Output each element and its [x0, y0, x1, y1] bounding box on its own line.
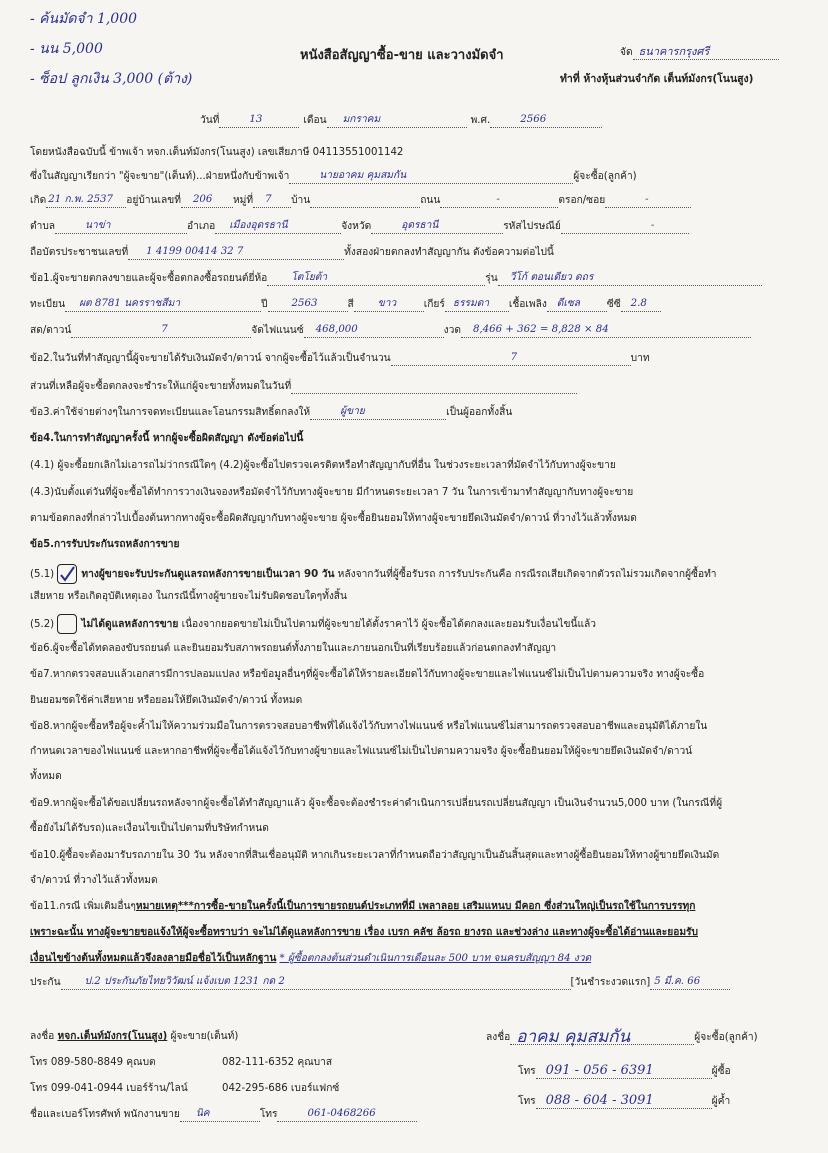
margin-note-1: - ค้นมัดจำ 1,000	[30, 11, 138, 27]
amphoe-label: อำเภอ	[187, 221, 216, 232]
tambon-value: นาข่า	[85, 220, 111, 231]
issued-at-label: จัด	[620, 47, 633, 58]
down-value: 7	[161, 324, 168, 335]
guarantor-phone: 088 - 604 - 3091	[545, 1093, 654, 1108]
contract-location: ทำที่ ห้างหุ้นส่วนจำกัด เต็นท์มังกร(โนนสูง)	[560, 73, 754, 85]
gear-value: ธรรมดา	[452, 298, 490, 309]
birth-label: เกิด	[30, 195, 47, 206]
soi-value: -	[645, 194, 649, 205]
house-value: 206	[192, 194, 213, 205]
checkmark-icon	[58, 565, 76, 583]
plate-value: ผต 8781 นครราชสีมา	[79, 298, 181, 309]
seller-phone-2b: 042-295-686 เบอร์แฟกซ์	[222, 1083, 340, 1094]
clause-3-suffix: เป็นผู้ออกทั้งสิ้น	[446, 407, 513, 418]
clause-2-suffix: บาท	[630, 353, 650, 364]
clause-5-1-line-2: เสียหาย หรือเกิดอุบัติเหตุเอง ในกรณีนี้ทางผู้ขายจะไม่รับผิดชอบใดๆทั้งสิ้น	[30, 591, 347, 602]
color-label: สี	[347, 299, 354, 310]
soi-label: ตรอก/ซอย	[558, 195, 606, 206]
gear-label: เกียร์	[423, 299, 445, 310]
moo-value: 7	[265, 194, 272, 205]
idcard-value: 1 4199 00414 32 7	[146, 246, 244, 257]
first-payment-value: 5 มี.ค. 66	[654, 976, 701, 987]
clause-3-prefix: ข้อ3.ค่าใช้จ่ายต่างๆในการจดทะเบียนและโอนกรรมสิทธิ์ตกลงให้	[30, 407, 311, 418]
clause-8c: ทั้งหมด	[30, 771, 62, 782]
village-label: บ้าน	[291, 195, 311, 206]
clause-11-line-1: หมายเหตุ***การซื้อ-ขายในครั้งนี้เป็นการขายรถยนต์ประเภทที่มี เพลาลอย เสริมแหนบ มีคอก ซึ่งส่วนใหญ่เป็นรถใช้ในการบรรทุก	[135, 901, 696, 912]
date-month: มกราคม	[342, 114, 381, 125]
fuel-value: ดีเซล	[556, 298, 581, 309]
margin-note-2: - นน 5,000	[30, 41, 103, 57]
buyer-name: นายอาคม คุมสมกัน	[319, 170, 407, 181]
plate-label: ทะเบียน	[30, 299, 66, 310]
model-value: วีโก้ ตอนเดียว ดถร	[509, 272, 594, 283]
first-payment-label: [วันชำระงวดแรก]	[570, 977, 651, 988]
road-value: -	[496, 194, 500, 205]
margin-note-3: - ซ็อป ลูกเงิน 3,000 (ต้าง)	[30, 71, 193, 87]
clause-10b: จำ/ดาวน์ ที่วางไว้แล้วทั้งหมด	[30, 875, 158, 886]
clause-4-3a: (4.3)นับตั้งแต่วันที่ผู้จะซื้อได้ทำการวางเงินจองหรือมัดจำไว้กับทางผู้จะขาย มีกำหนดระยะเวลา 7 วัน ในการเข้ามาทำสัญญากับทางผู้จะขาย	[30, 487, 634, 498]
document-title: หนังสือสัญญาซื้อ-ขาย และวางมัดจำ	[300, 48, 504, 63]
installment-value: 8,466 + 362 = 8,828 × 84	[472, 324, 609, 335]
buyer-phone-role: ผู้ซื้อ	[711, 1066, 731, 1077]
staff-label: ชื่อและเบอร์โทรศัพท์ พนักงานขาย	[30, 1109, 180, 1120]
clause-2-prefix: ข้อ2.ในวันที่ทำสัญญานี้ผู้จะขายได้รับเงินมัดจำ/ดาวน์ จากผู้จะซื้อไว้แล้วเป็นจำนวน	[30, 353, 391, 364]
clause-11-line-3-bold: เงื่อนไขข้างต้นทั้งหมดแล้วจึงลงลายมือชื่อไว้เป็นหลักฐาน	[30, 953, 277, 964]
clause-8a: ข้อ8.หากผู้จะซื้อหรือผู้จะค้ำไม่ให้ความร่วมมือในการตรวจสอบอาชีพที่ได้แจ้งไว้กับทางไฟแนนซ์ หรือไฟแนนซ์ไม่สามารถตรวจสอบอาชีพและอนุมัติได้ภายใน	[30, 721, 708, 732]
clause-5-2-rest: เนื่องจากยอดขายไม่เป็นไปตามที่ผู้จะขายได้ตั้งราคาไว้ ผู้จะซื้อได้ตกลงและยอมรับเงื่อนไขนี้แล้ว	[181, 619, 597, 630]
finance-label: จัดไฟแนนซ์	[251, 325, 304, 336]
clause-7a: ข้อ7.หากตรวจสอบแล้วเอกสารมีการปลอมแปลง หรือข้อมูลอื่นๆที่ผู้จะซื้อได้ให้รายละเอียดไว้กับทางผู้จะขายและไฟแนนซ์ไม่เป็นไปตามความจริง ทางผู้จะซื้อ	[30, 669, 705, 680]
year-label: พ.ศ.	[470, 115, 491, 126]
house-label: อยู่บ้านเลขที่	[126, 195, 181, 206]
month-label: เดือน	[303, 115, 327, 126]
buyer-signature: อาคม คุมสมกัน	[516, 1027, 631, 1047]
cc-label: ซีซี	[606, 299, 621, 310]
date-label: วันที่	[200, 115, 220, 126]
clause-8b: กำหนดเวลาของไฟแนนซ์ และหากอาชีพที่ผู้จะซื้อได้แจ้งไว้กับทางผู้ขายและไฟแนนซ์ไม่เป็นไปตามความจริง ผู้จะซื้อยินยอมให้ผู้จะขายยึดเงินมัดจำ/ดาวน์	[30, 746, 693, 757]
no-warranty-checkbox[interactable]	[57, 614, 77, 634]
insurance-value: ป.2 ประกันภัยไทยวิวัฒน์ แจ้งเบต 1231 กด 2	[84, 976, 285, 987]
warranty-checkbox-checked[interactable]	[57, 564, 77, 584]
moo-label: หมู่ที่	[232, 195, 254, 206]
road-label: ถนน	[420, 195, 441, 206]
buyer-phone-label: โทร	[518, 1066, 536, 1077]
postcode-value: -	[650, 220, 655, 231]
staff-name: นิค	[195, 1108, 210, 1119]
clause-5-1-prefix: (5.1)	[30, 569, 55, 580]
clause-1-prefix: ข้อ1.ผู้จะขายตกลงขายและผู้จะซื้อตกลงซื้อรถยนต์ยี่ห้อ	[30, 273, 268, 284]
birth-value: 21 ก.พ. 2537	[48, 194, 114, 205]
clause-6: ข้อ6.ผู้จะซื้อได้ทดลองขับรถยนต์ และยินยอมรับสภาพรถยนต์ทั้งภายในและภายนอกเป็นที่เรียบร้อยแล้วก่อนตกลงทำสัญญา	[30, 643, 557, 654]
fuel-label: เชื้อเพลิง	[508, 299, 547, 310]
clause-11-line-2: เพราะฉะนั้น ทางผู้จะขายขอแจ้งให้ผู้จะซื้อทราบว่า จะไม่ได้ดูแลหลังการขาย เรื่อง เบรก คลัช ล้อรถ ยางรถ และช่วงล่าง และทางผู้จะซื้อได้อ่านและยอมรับ	[30, 927, 698, 938]
seller-sign-prefix: ลงชื่อ	[30, 1031, 55, 1042]
clause-11-handwritten-note: * ผู้ซื้อตกลงต้นส่วนดำเนินการเดือนละ 500 บาท จนครบสัญญา 84 งวด	[279, 953, 592, 964]
insurance-label: ประกัน	[30, 977, 61, 988]
clause-4-title: ข้อ4.ในการทำสัญญาครั้งนี้ หากผู้จะซื้อผิดสัญญา ดังข้อต่อไปนี้	[30, 433, 304, 444]
seller-name: หจก.เต็นท์มังกร(โนนสูง)	[57, 1031, 168, 1042]
down-label: สด/ดาวน์	[30, 325, 72, 336]
guarantor-role: ผู้ค้ำ	[711, 1096, 731, 1107]
intro-line-1: โดยหนังสือฉบับนี้ ข้าพเจ้า หจก.เต็นท์มังกร(โนนสูง) เลขเสียภาษี 04113551001142	[30, 147, 404, 158]
date-day: 13	[249, 114, 263, 125]
installment-label: งวด	[443, 325, 461, 336]
color-value: ขาว	[377, 298, 397, 309]
province-label: จังหวัด	[341, 221, 372, 232]
date-year: 2566	[520, 114, 547, 125]
postcode-label: รหัสไปรษณีย์	[503, 221, 561, 232]
clause-10a: ข้อ10.ผู้ซื้อจะต้องมารับรถภายใน 30 วัน หลังจากที่สินเชื่ออนุมัติ หากเกินระยะเวลาที่กำหนดถือว่าสัญญาเป็นอันสิ้นสุดและทางผู้ซื้อยินยอมให้ทางผู้ขายยึดเงินมัด	[30, 850, 720, 861]
clause-5-1-bold: ทางผู้ขายจะรับประกันดูแลรถหลังการขายเป็นเวลา 90 วัน	[81, 569, 335, 580]
staff-phone-label: โทร	[259, 1109, 278, 1120]
year-value: 2563	[291, 298, 318, 309]
intro-line-2: ซึ่งในสัญญาเรียกว่า "ผู้จะขาย"(เต็นท์)...ฝ่ายหนึ่งกับข้าพเจ้า	[30, 171, 290, 182]
cc-value: 2.8	[630, 298, 647, 309]
clause-9b: ซื้อยังไม่ได้รับรถ)และเงื่อนไขเป็นไปตามที่บริษัทกำหนด	[30, 823, 269, 834]
clause-9a: ข้อ9.หากผู้จะซื้อได้ขอเปลี่ยนรถหลังจากผู้จะซื้อได้ทำสัญญาแล้ว ผู้จะซื้อจะต้องชำระค่าดำเนินการเปลี่ยนรถเปลี่ยนสัญญา เป็นเงินจำนวน5,000 บาท (ในกรณีที่ผู้	[30, 798, 723, 809]
guarantor-phone-label: โทร	[518, 1096, 536, 1107]
seller-phone-1: โทร 089-580-8849 คุณบต	[30, 1057, 156, 1068]
clause-5-title: ข้อ5.การรับประกันรถหลังการขาย	[30, 539, 180, 550]
clause-5-2-prefix: (5.2)	[30, 619, 55, 630]
clause-4-1: (4.1) ผู้จะซื้อยกเลิกไม่เอารถไม่ว่ากรณีใดๆ (4.2)ผู้จะซื้อไปตรวจเครดิตหรือทำสัญญากับที่อื่น ในช่วงระยะเวลาที่มัดจำไว้กับทางผู้จะขาย	[30, 460, 616, 471]
buyer-phone: 091 - 056 - 6391	[545, 1063, 654, 1078]
brand-value: โตโยต้า	[291, 272, 328, 283]
seller-role: ผู้จะขาย(เต็นท์)	[170, 1031, 239, 1042]
finance-value: 468,000	[315, 324, 358, 335]
staff-phone: 061-0468266	[307, 1108, 376, 1119]
model-label: รุ่น	[485, 273, 498, 284]
clause-2-value: 7	[510, 352, 518, 363]
buyer-sign-prefix: ลงชื่อ	[486, 1032, 511, 1043]
buyer-role-label: ผู้จะซื้อ(ลูกค้า)	[573, 171, 637, 182]
seller-phone-1b: 082-111-6352 คุณบาส	[222, 1057, 333, 1068]
clause-7b: ยินยอมชดใช้ค่าเสียหาย หรือยอมให้ยึดเงินมัดจำ/ดาวน์ ทั้งหมด	[30, 695, 303, 706]
clause-4-3b: ตามข้อตกลงที่กล่าวไปเบื้องต้นหากทางผู้จะซื้อผิดสัญญากับทางผู้จะขาย ผู้จะซื้อยินยอมให้ทางผู้จะขายยึดเงินมัดจำ/ดาวน์ ที่วางไว้แล้วทั้งหมด	[30, 513, 637, 524]
idcard-suffix: ทั้งสองฝ่ายตกลงทำสัญญากัน ดังข้อความต่อไปนี้	[344, 247, 554, 258]
clause-3-value: ผู้ขาย	[340, 406, 365, 417]
year-label-v: ปี	[261, 299, 268, 310]
clause-5-1-rest: หลังจากวันที่ผู้ซื้อรับรถ การรับประกันคือ กรณีรถเสียเกิดจากตัวรถไม่รวมเกิดจากผู้ซื้อทำ	[337, 569, 717, 580]
tambon-label: ตำบล	[30, 221, 56, 232]
clause-2-line-2: ส่วนที่เหลือผู้จะซื้อตกลงจะชำระให้แก่ผู้จะขายทั้งหมดในวันที่	[30, 381, 292, 392]
clause-5-2-bold: ไม่ได้ดูแลหลังการขาย	[81, 619, 179, 630]
province-value: อุดรธานี	[401, 220, 439, 231]
buyer-sign-role: ผู้จะซื้อ(ลูกค้า)	[694, 1032, 758, 1043]
idcard-label: ถือบัตรประชาชนเลขที่	[30, 247, 129, 258]
issued-at-value: ธนาคารกรุงศรี	[638, 45, 710, 58]
amphoe-value: เมืองอุดรธานี	[229, 220, 288, 231]
seller-phone-2: โทร 099-041-0944 เบอร์ร้าน/ไลน์	[30, 1083, 188, 1094]
clause-11-prefix: ข้อ11.กรณี เพิ่มเติมอื่นๆ	[30, 901, 136, 912]
